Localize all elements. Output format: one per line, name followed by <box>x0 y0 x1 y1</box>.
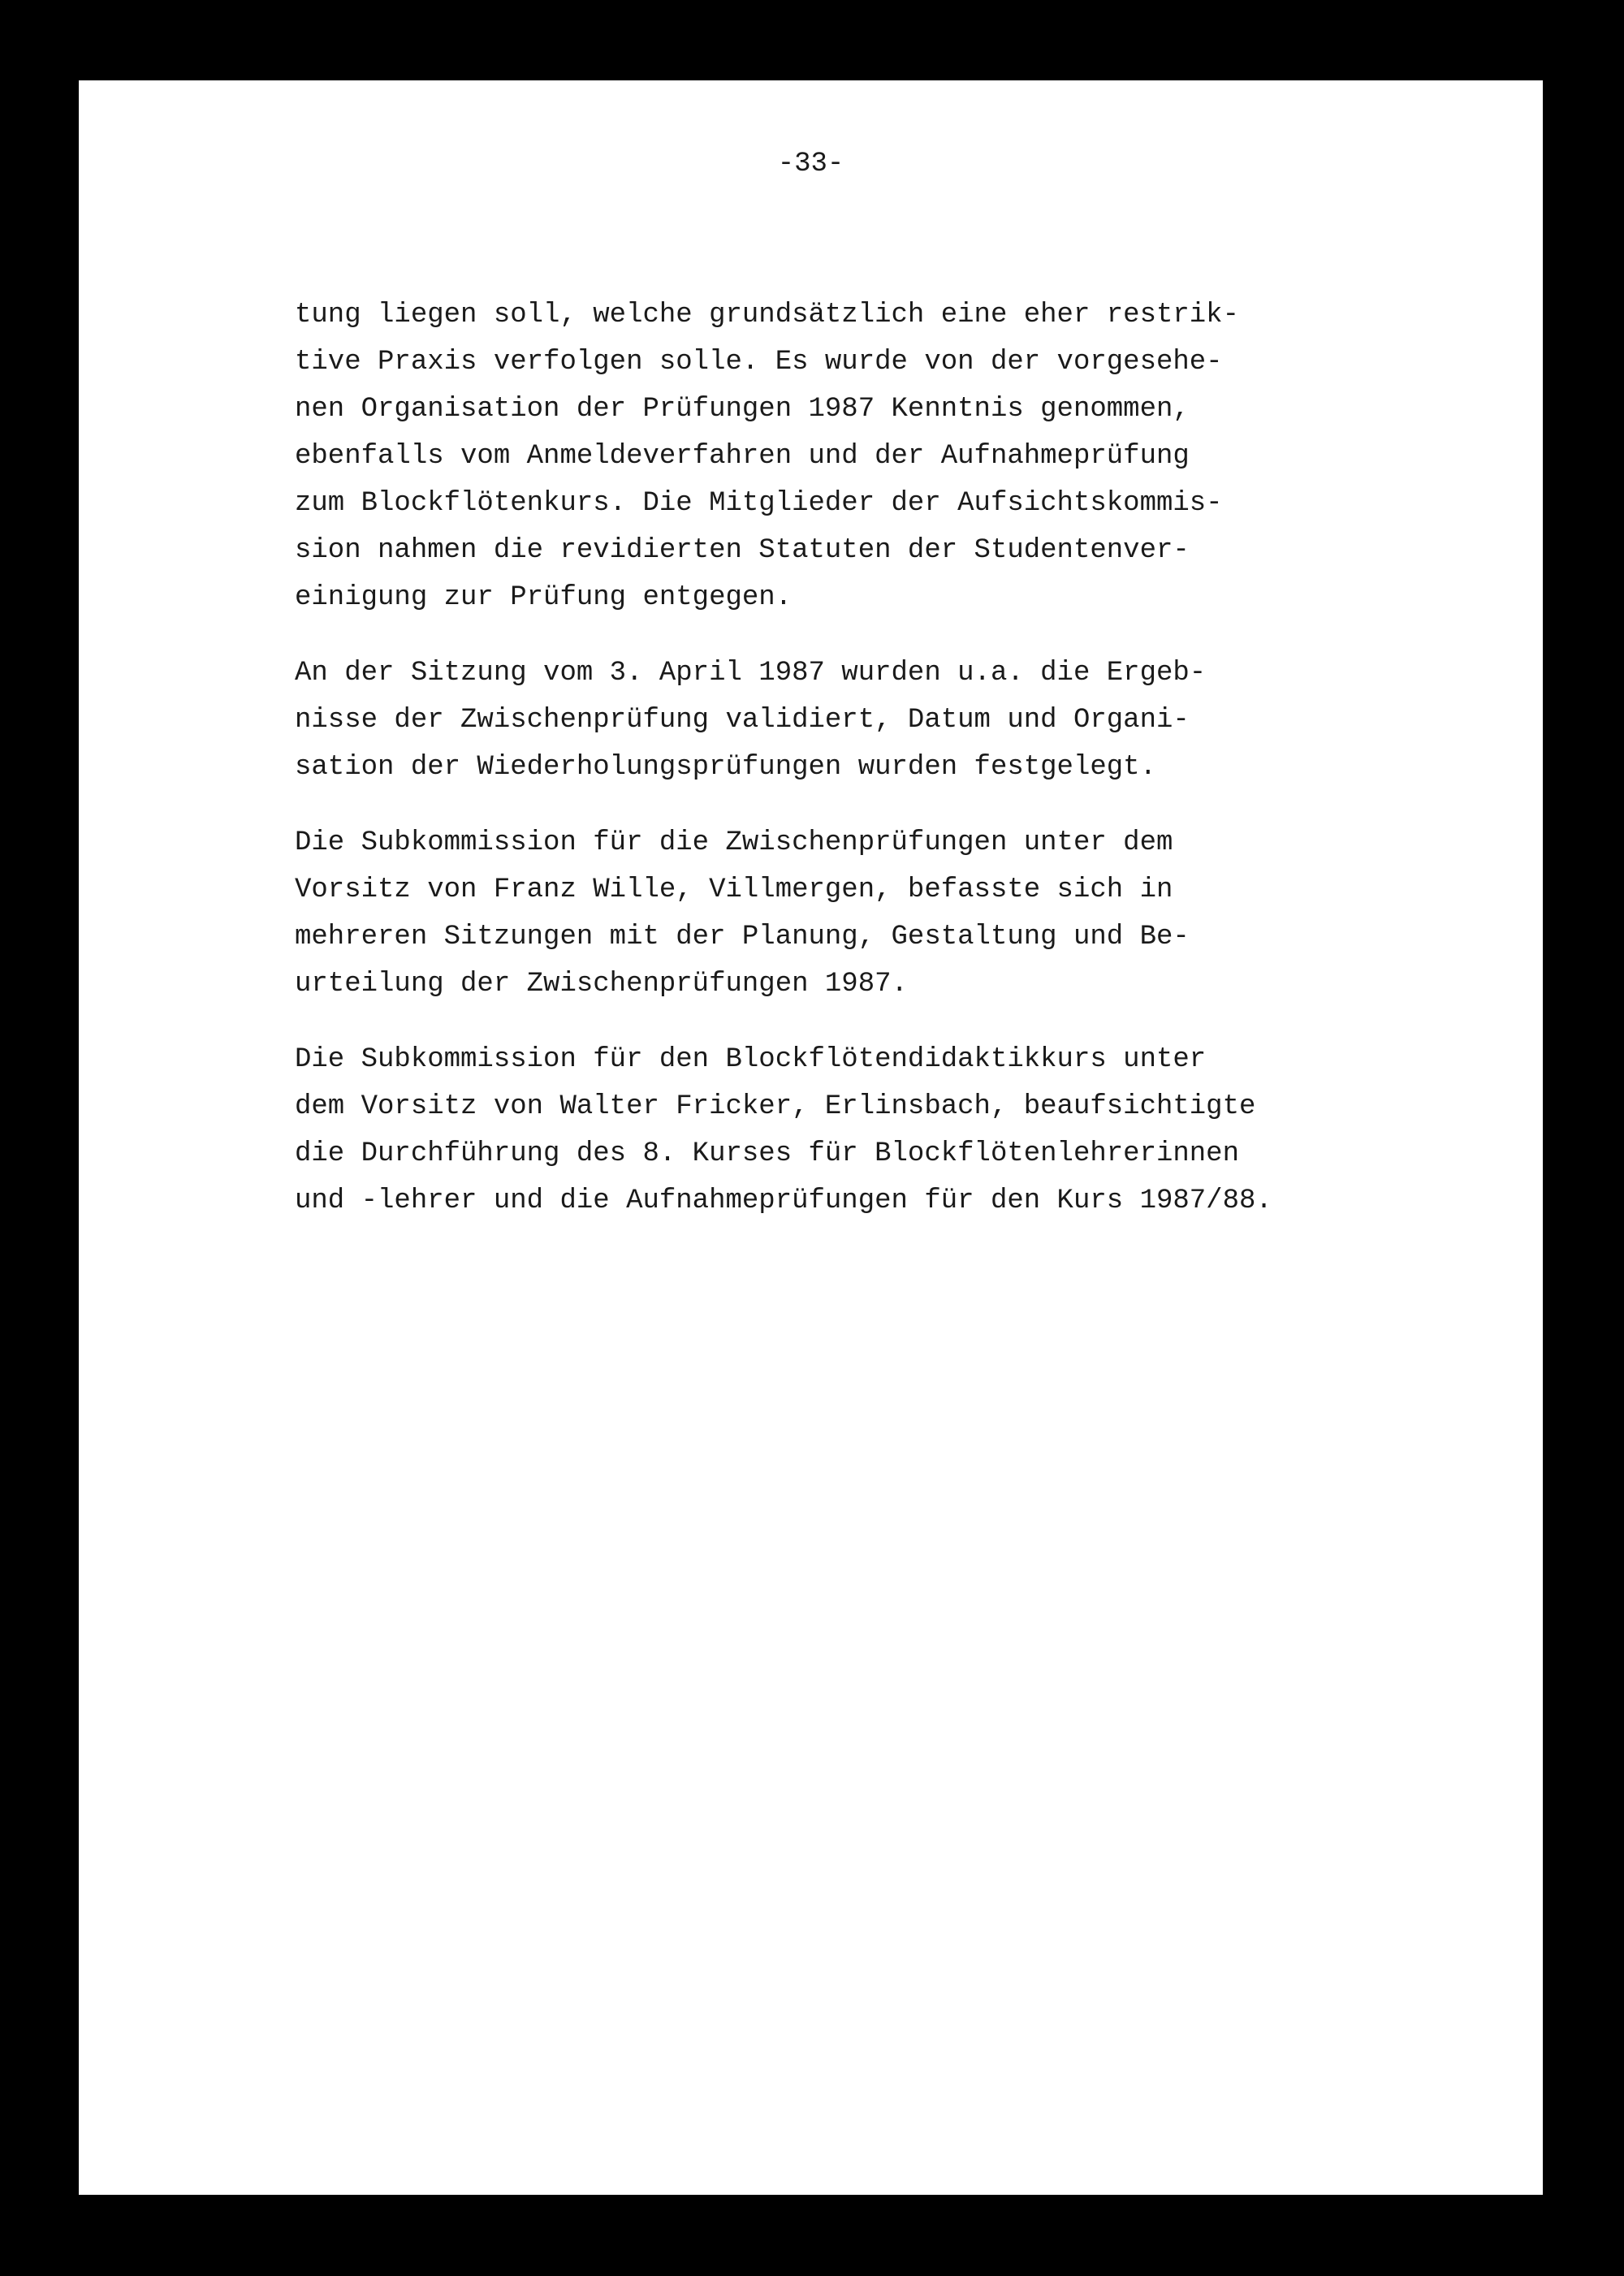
paragraph-1 <box>295 292 1480 621</box>
text-line: Die Subkommission für die Zwischenprüfungen unter dem <box>295 827 1173 858</box>
paragraph-4 <box>295 1036 1480 1224</box>
text-line: tung liegen soll, welche grundsätzlich eine eher restrik- <box>295 300 1239 330</box>
text-line: und -lehrer und die Aufnahmeprüfungen für den Kurs 1987/88. <box>295 1186 1272 1216</box>
text-line: mehreren Sitzungen mit der Planung, Gestaltung und Be- <box>295 922 1190 952</box>
paragraph-3 <box>295 819 1480 1008</box>
text-line: tive Praxis verfolgen solle. Es wurde von der vorgesehe- <box>295 347 1223 378</box>
paragraph-2 <box>295 650 1480 791</box>
document-page <box>79 80 1543 2195</box>
text-line: dem Vorsitz von Walter Fricker, Erlinsbach, beaufsichtigte <box>295 1091 1256 1122</box>
text-line: An der Sitzung vom 3. April 1987 wurden u.a. die Ergeb- <box>295 658 1207 689</box>
text-line: urteilung der Zwischenprüfungen 1987. <box>295 969 908 1000</box>
text-line: sation der Wiederholungsprüfungen wurden festgelegt. <box>295 752 1156 783</box>
text-line: Die Subkommission für den Blockflötendidaktikkurs unter <box>295 1044 1207 1075</box>
text-line: ebenfalls vom Anmeldeverfahren und der Aufnahmeprüfung <box>295 441 1190 472</box>
page-number: -33- <box>777 149 844 179</box>
body-text <box>295 292 1480 1253</box>
text-line: die Durchführung des 8. Kurses für Blockflötenlehrerinnen <box>295 1138 1239 1169</box>
text-line: Vorsitz von Franz Wille, Villmergen, befasste sich in <box>295 875 1173 905</box>
text-line: nisse der Zwischenprüfung validiert, Datum und Organi- <box>295 705 1190 736</box>
text-line: zum Blockflötenkurs. Die Mitglieder der Aufsichtskommis- <box>295 488 1223 519</box>
text-line: einigung zur Prüfung entgegen. <box>295 582 793 613</box>
text-line: sion nahmen die revidierten Statuten der Studentenver- <box>295 535 1190 566</box>
text-line: nen Organisation der Prüfungen 1987 Kenntnis genommen, <box>295 394 1190 425</box>
